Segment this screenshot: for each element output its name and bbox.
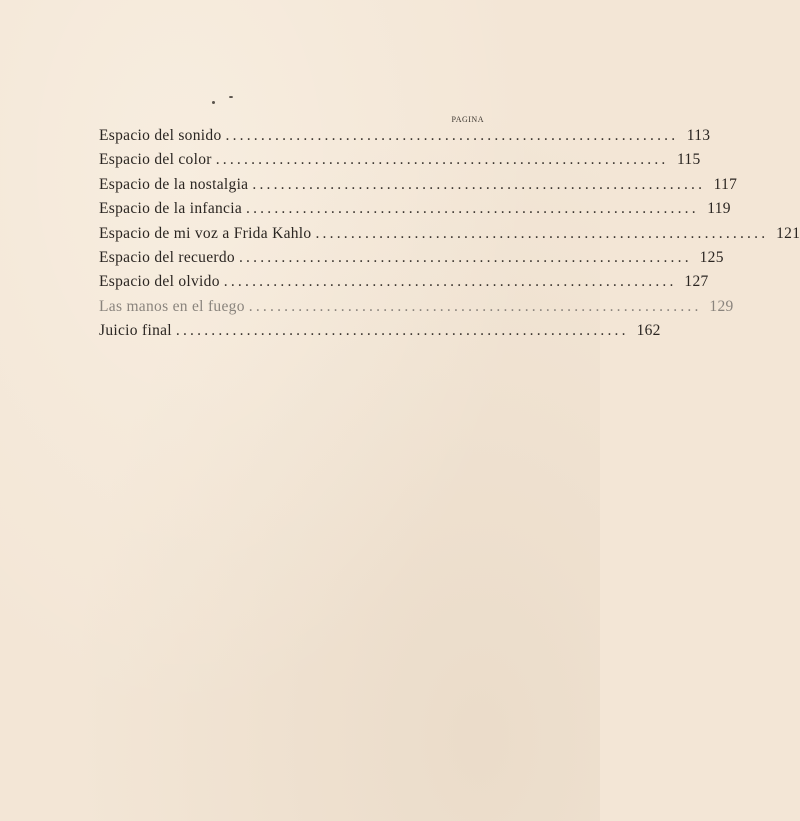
- toc-entry-title: Juicio final: [99, 322, 172, 340]
- toc-entry-page: 127: [684, 273, 709, 291]
- dot-leader: ................................................................: [225, 127, 679, 144]
- dot-leader: ................................................................: [246, 200, 699, 218]
- toc-entry-page: 113: [686, 127, 711, 144]
- toc-entry: [99, 273, 709, 297]
- dot-leader: ................................................................: [175, 322, 629, 340]
- toc-entry-page: 121: [776, 224, 800, 242]
- dot-leader: ................................................................: [252, 175, 706, 193]
- table-of-contents: [99, 127, 800, 347]
- toc-entry-title: Espacio de la nostalgia: [99, 175, 249, 193]
- toc-entry: [99, 200, 731, 224]
- toc-entry: [99, 151, 701, 175]
- dot-leader: ................................................................: [223, 273, 677, 291]
- dot-leader: ................................................................: [215, 151, 669, 169]
- ink-speck: [229, 96, 233, 98]
- toc-entry-title: Espacio del olvido: [99, 273, 220, 291]
- toc-entry: [99, 297, 734, 322]
- toc-entry-title: Espacio de mi voz a Frida Kahlo: [99, 224, 312, 242]
- toc-entry: [99, 224, 800, 249]
- toc-entry-page: 125: [699, 248, 724, 266]
- toc-entry-title: Espacio de la infancia: [99, 200, 243, 218]
- toc-entry: [99, 175, 738, 200]
- dot-leader: ................................................................: [315, 224, 769, 242]
- toc-entry-title: Las manos en el fuego: [99, 297, 245, 315]
- dot-leader: ................................................................: [248, 297, 702, 315]
- ink-speck: [212, 101, 215, 104]
- toc-entry-title: Espacio del recuerdo: [99, 248, 235, 266]
- toc-entry-page: 129: [709, 297, 734, 315]
- toc-entry-page: 117: [713, 175, 738, 193]
- dot-leader: ................................................................: [238, 248, 692, 266]
- toc-entry-page: 162: [636, 322, 661, 340]
- toc-entry: [99, 322, 661, 346]
- toc-entry-title: Espacio del sonido: [99, 127, 222, 144]
- toc-entry: [99, 248, 724, 273]
- page-column-header: PAGINA: [451, 115, 484, 124]
- toc-entry-title: Espacio del color: [99, 151, 212, 169]
- toc-entry-page: 119: [707, 200, 731, 218]
- toc-entry-page: 115: [676, 151, 701, 169]
- toc-entry: [99, 127, 711, 151]
